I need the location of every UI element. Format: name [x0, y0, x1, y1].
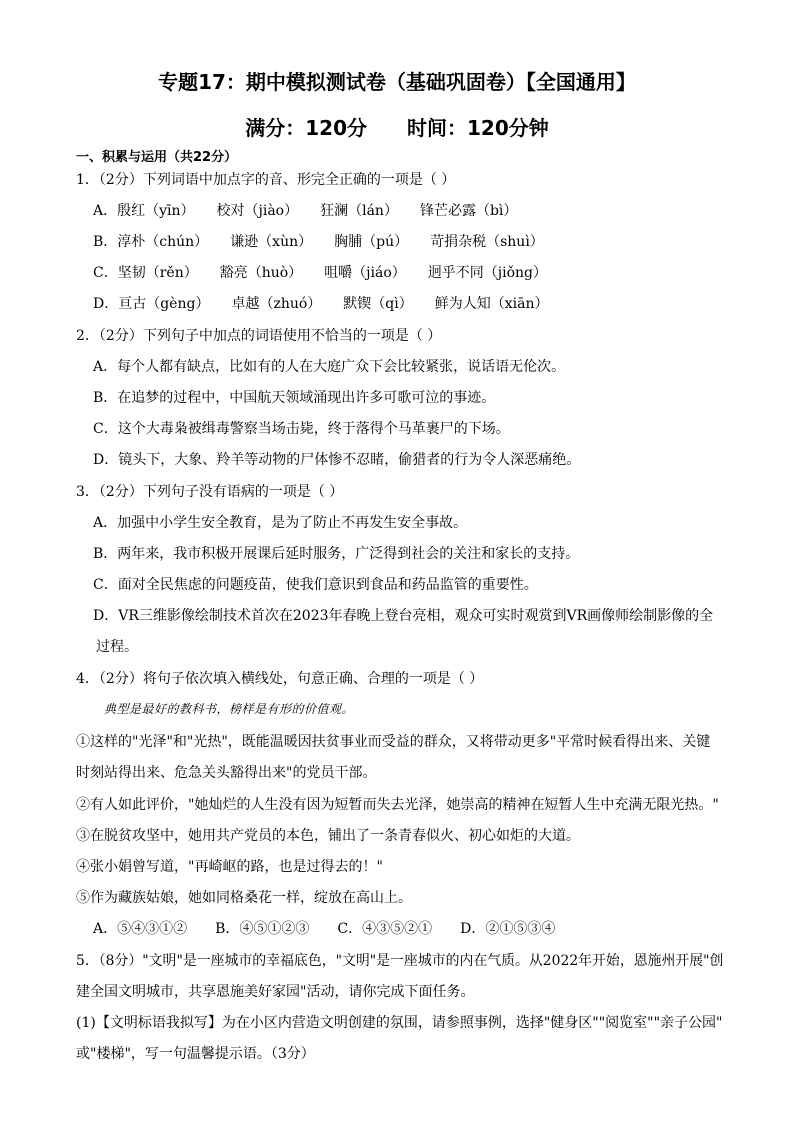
question-5-stem: 5．（8分）"文明"是一座城市的幸福底色，"文明"是一座城市的内在气质。从2022年开始，恩施州开展"创	[76, 953, 724, 969]
sentence-2: ②有人如此评价，"她灿烂的人生没有因为短暂而失去光泽，她崇高的精神在短暂人生中充满无限光热。"	[76, 797, 719, 813]
word: 鲜为人知（xiān）	[434, 296, 549, 312]
question-1-option-d	[93, 294, 571, 314]
question-3-option-c: C．面对全民焦虑的问题疫苗，使我们意识到食品和药品监管的重要性。	[93, 577, 538, 593]
word: 校对（jiào）	[216, 203, 299, 219]
question-2-option-d: D．镜头下，大象、羚羊等动物的尸体惨不忍睹，偷猎者的行为令人深恶痛绝。	[93, 452, 581, 468]
question-4-stem: 4．（2分）将句子依次填入横线处，句意正确、合理的一项是（ ）	[76, 671, 484, 687]
quote-line: 典型是最好的教科书，榜样是有形的价值观。	[104, 702, 355, 716]
exam-time: 时间：120分钟	[407, 116, 549, 140]
question-2-stem: 2．（2分）下列句子中加点的词语使用不恰当的一项是（ ）	[76, 328, 442, 344]
question-5-stem-cont: 建全国文明城市，共享恩施美好家园"活动，请你完成下面任务。	[76, 984, 475, 1000]
option: A．⑤④③①②	[93, 921, 188, 937]
score-time-line	[0, 112, 794, 141]
question-3-option-b: B．两年来，我市积极开展课后延时服务，广泛得到社会的关注和家长的支持。	[93, 546, 580, 562]
question-1-option-b	[93, 232, 566, 252]
option: D．②①⑤③④	[460, 921, 556, 937]
option: B．④⑤①②③	[215, 921, 310, 937]
sentence-1: ①这样的"光泽"和"光热"，既能温暖因扶贫事业而受益的群众，又将带动更多"平常时候看得出来、关键	[76, 734, 711, 750]
question-4-options	[93, 919, 583, 939]
word: B．淳朴（chún）	[93, 234, 209, 250]
sentence-4: ④张小娟曾写道，"再崎岖的路，也是过得去的！"	[76, 859, 383, 875]
question-1-option-c	[93, 263, 569, 283]
full-score: 满分：120分	[245, 116, 367, 140]
word: 豁亮（huò）	[219, 265, 303, 281]
word: 默锲（qì）	[343, 296, 413, 312]
word: A．殷红（yīn）	[93, 203, 195, 219]
sentence-1-cont: 时刻站得出来、危急关头豁得出来"的党员干部。	[76, 765, 377, 781]
question-2-option-a: A．每个人都有缺点，比如有的人在大庭广众下会比较紧张，说话语无伦次。	[93, 359, 566, 375]
word: 卓越（zhuó）	[231, 296, 322, 312]
word: 咀嚼（jiáo）	[324, 265, 406, 281]
question-3-option-d-cont: 过程。	[96, 639, 138, 655]
question-3-option-a: A．加强中小学生安全教育，是为了防止不再发生安全事故。	[93, 515, 468, 531]
question-5-sub1-cont: 或"楼梯"，写一句温馨提示语。（3分）	[76, 1046, 315, 1062]
word: D．亘古（gèng）	[93, 296, 210, 312]
word: 胸脯（pú）	[334, 234, 409, 250]
sentence-5: ⑤作为藏族姑娘，她如同格桑花一样，绽放在高山上。	[76, 890, 412, 906]
option: C．④③⑤②①	[337, 921, 433, 937]
question-3-option-d: D．VR三维影像绘制技术首次在2023年春晚上登台亮相，观众可实时观赏到VR画像师绘制影像的全	[93, 608, 714, 624]
question-5-sub1: (1)【文明标语我拟写】为在小区内营造文明创建的氛围，请参照事例，选择"健身区""阅览室""亲子公园"	[76, 1015, 723, 1031]
word: 迥乎不同（jiǒng）	[427, 265, 548, 281]
question-1-option-a	[93, 201, 539, 221]
question-2-option-c: C．这个大毒枭被缉毒警察当场击毙，终于落得个马革裹尸的下场。	[93, 421, 510, 437]
question-1-stem: 1．（2分）下列词语中加点字的音、形完全正确的一项是（ ）	[76, 172, 456, 188]
word: C．坚韧（rěn）	[93, 265, 198, 281]
word: 锋芒必露（bì）	[419, 203, 518, 219]
section-heading: 一、积累与运用（共22分）	[76, 150, 238, 165]
word: 谦逊（xùn）	[230, 234, 313, 250]
question-3-stem: 3．（2分）下列句子没有语病的一项是（ ）	[76, 484, 344, 500]
word: 狂澜（lán）	[320, 203, 398, 219]
document-title: 专题17：期中模拟测试卷（基础巩固卷）【全国通用】	[158, 70, 636, 94]
word: 苛捐杂税（shuì）	[430, 234, 544, 250]
sentence-3: ③在脱贫攻坚中，她用共产党员的本色，铺出了一条青春似火、初心如炬的大道。	[76, 828, 580, 844]
question-2-option-b: B．在追梦的过程中，中国航天领域涌现出许多可歌可泣的事迹。	[93, 390, 496, 406]
